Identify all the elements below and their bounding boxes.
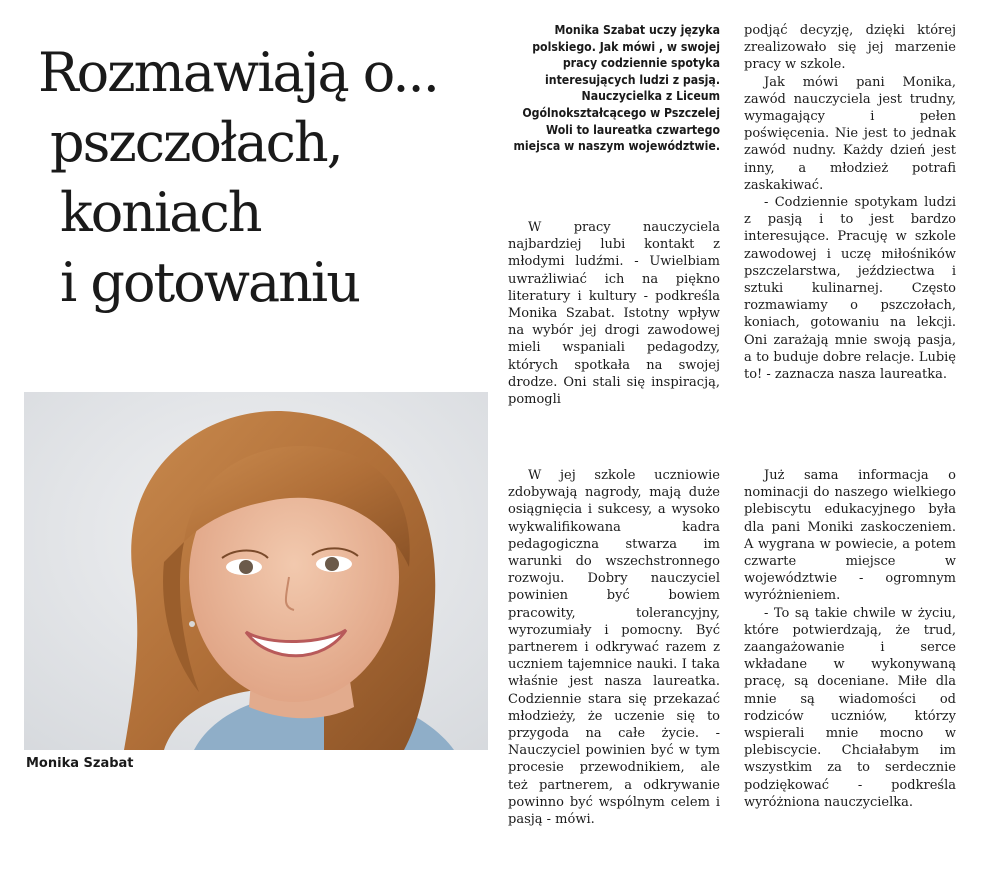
article-column-1: [508, 219, 720, 408]
headline: [38, 38, 488, 318]
article-column-4: [744, 467, 956, 811]
paragraph: - Codziennie spotykam ludzi z pasją i to jest bardzo interesujące. Pracuję w szkole zawodowej i uczę miłośników pszczelarstwa, jeździectwa i sztuki kulinarnej. Często rozmawiamy o pszczołach, koniach, gotowaniu na lekcji. Oni zarażają mnie swoją pasja, a to buduje dobre relacje. Lubię to! - zaznacza nasza laureatka.: [744, 195, 956, 383]
paragraph: podjąć decyzję, dzięki której zrealizowało się jej marzenie pracy w szkole.: [744, 23, 956, 73]
paragraph: W jej szkole uczniowie zdobywają nagrody, mają duże osiągnięcia i sukcesy, a wysoko wykwalifikowana kadra pedagogiczna stwarza im warunki do wszechstronnego rozwoju. Dobry nauczyciel powinien być bowiem pracowity, tolerancyjny, wyrozumiały i pomocny. Być partnerem i odkrywać razem z uczniem tajemnice nauki. I taka właśnie jest nasza laureatka. Codziennie stara się przekazać młodzieży, że uczenie się to przygoda na całe życie. - Nauczyciel powinien być w tym procesie przewodnikiem, ale też partnerem, a odkrywanie powinno być wspólnym celem i pasją - mówi.: [508, 468, 720, 828]
photo-caption: Monika Szabat: [26, 756, 134, 771]
lead-paragraph: Monika Szabat uczy języka polskiego. Jak mówi , w swojej pracy codziennie spotyka interesujących ludzi z pasją. Nauczycielka z Liceum Ogólnokształcącego w Pszczelej Woli to laureatka czwartego miejsca w naszym województwie.: [513, 23, 720, 154]
paragraph: - To są takie chwile w życiu, które potwierdzają, że trud, zaangażowanie i serce wkładane w wykonywaną pracę, są doceniane. Miłe dla mnie są wiadomości od rodziców uczniów, którzy wspierali mnie mocno w plebiscycie. Chciałabym im wszystkim za to serdecznie podziękować - podkreśla wyróżniona nauczycielka.: [744, 605, 956, 810]
headline-line-2: pszczołach,: [50, 111, 342, 174]
headline-line-4: i gotowaniu: [60, 251, 359, 314]
paragraph: Już sama informacja o nominacji do naszego wielkiego plebiscytu edukacyjnego była dla pani Moniki zaskoczeniem. A wygrana w powiecie, a potem czwarte miejsce w województwie - ogromnym wyróżnieniem.: [744, 468, 956, 604]
headline-line-3: koniach: [60, 181, 261, 244]
paragraph: Jak mówi pani Monika, zawód nauczyciela jest trudny, wymagający i pełen poświęcenia. Nie jest to jednak zawód nudny. Każdy dzień jest inny, a młodzież potrafi zaskakiwać.: [744, 74, 956, 193]
paragraph: W pracy nauczyciela najbardziej lubi kontakt z młodymi ludźmi. - Uwielbiam uwrażliwiać ich na piękno literatury i kultury - podkreśla Monika Szabat. Istotny wpływ na wybór jej drogi zawodowej mieli wspaniali pedagodzy, których spotkała na swojej drodze. Oni stali się inspiracją, pomogli: [508, 220, 720, 408]
headline-line-1: Rozmawiają o...: [38, 41, 438, 104]
portrait-illustration: [24, 392, 488, 750]
portrait-photo: [24, 392, 488, 750]
article-column-3: [508, 467, 720, 828]
article-column-2: [744, 22, 956, 383]
